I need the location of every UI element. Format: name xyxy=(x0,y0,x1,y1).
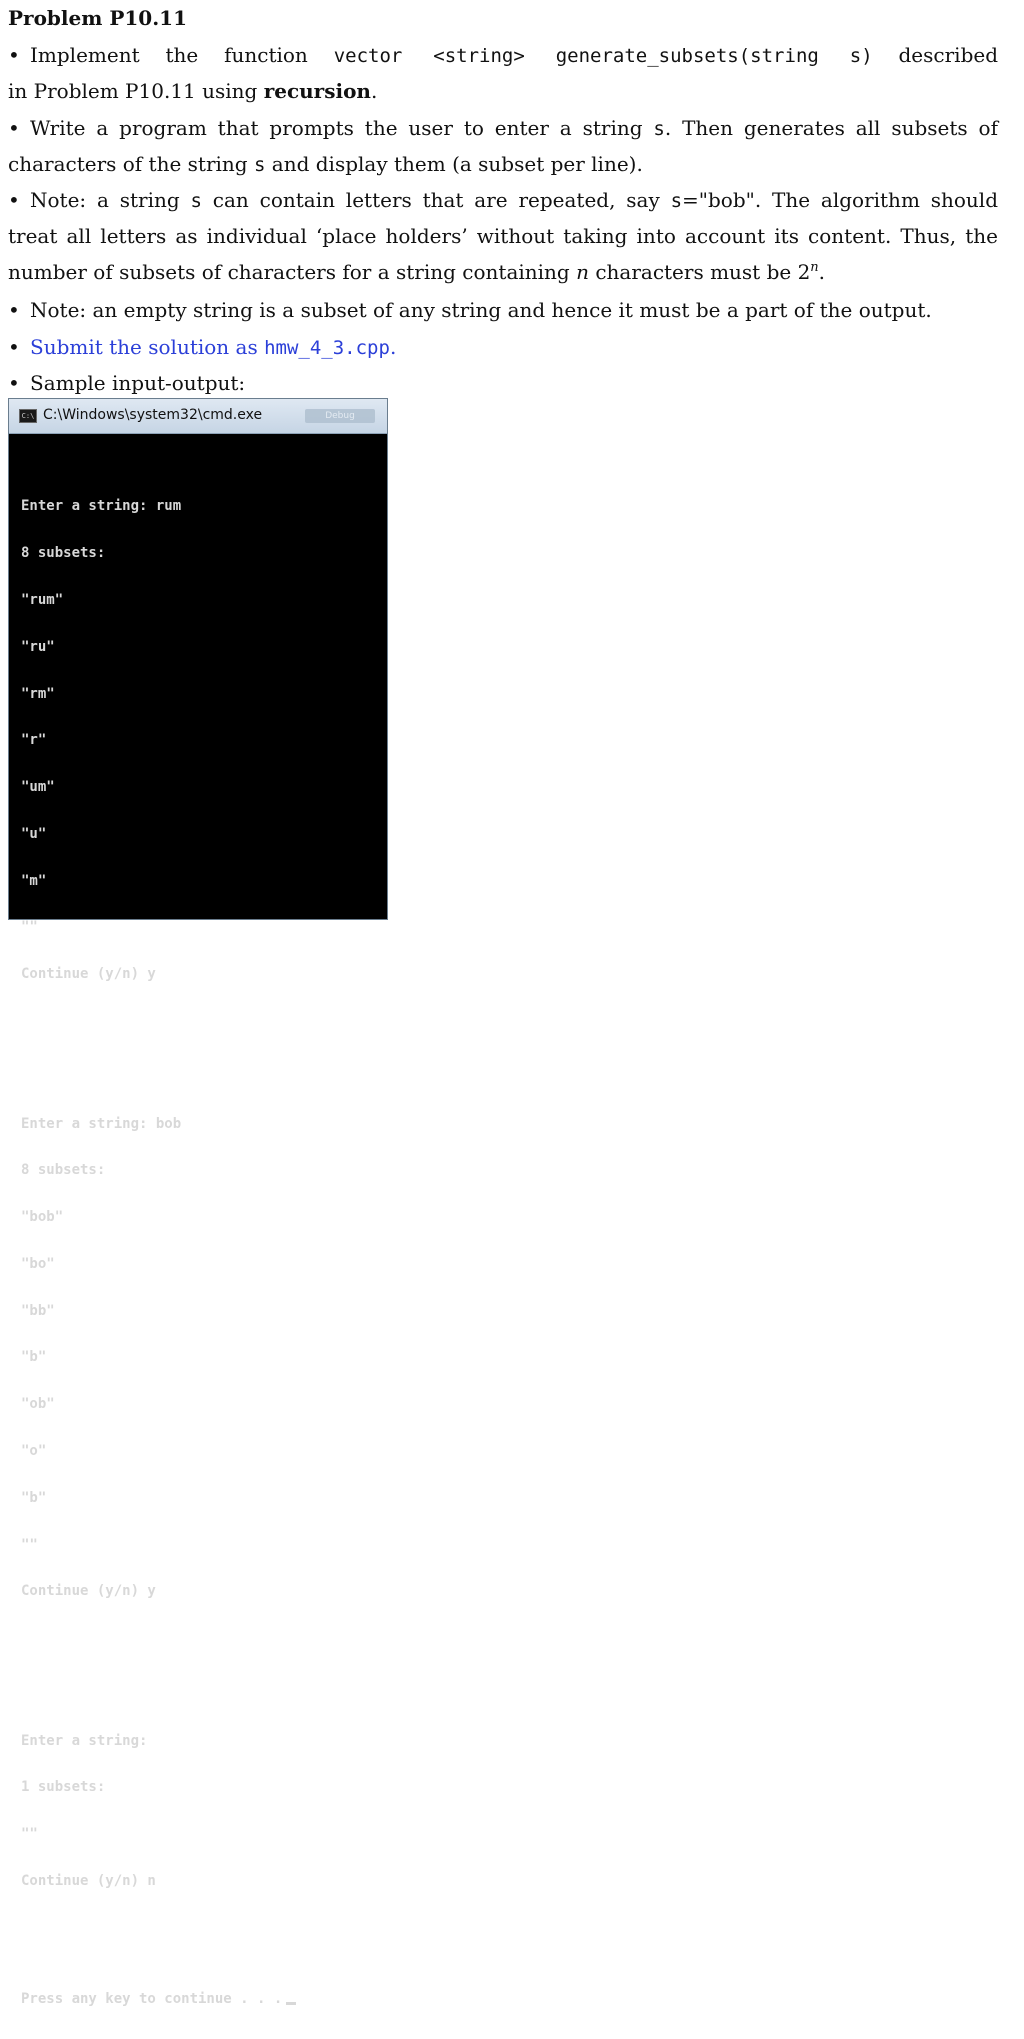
console-app-icon: C:\ xyxy=(19,409,37,423)
bullet-marker: • xyxy=(8,371,20,395)
submit-filename-code: hmw_4_3.cpp xyxy=(264,337,390,359)
bullet-note-repeated-line1: • Note: a string s can contain letters that are repeated, say s="bob". The algorithm should xyxy=(8,188,998,212)
bullet-sample: • Sample input-output: xyxy=(8,371,246,395)
bullet-submit xyxy=(8,334,396,361)
bullet-note-repeated-line3: number of subsets of characters for a string containing n characters must be 2$^n$. xyxy=(8,260,826,284)
bullet-note-empty-string: • Note: an empty string is a subset of any string and hence it must be a part of the output. xyxy=(8,298,932,322)
problem-title: Problem P10.11 xyxy=(8,6,188,30)
bullet-marker: • xyxy=(8,335,20,359)
console-block-bob: Enter a string: bob 8 subsets: "bob" "bo" "bb" "b" "ob" "o" "b" "" Continue (y/n) y xyxy=(21,1115,182,1600)
cursor-icon xyxy=(286,2002,296,2005)
console-window xyxy=(8,398,388,2008)
bullet-marker: • xyxy=(8,43,20,67)
console-output xyxy=(21,437,296,2039)
console-debug-tag: Debug xyxy=(305,409,375,423)
console-window-title: C:\Windows\system32\cmd.exe xyxy=(43,407,263,423)
bullet-marker: • xyxy=(8,116,20,140)
bullet-marker: • xyxy=(8,188,20,212)
console-block-empty: Enter a string: 1 subsets: "" Continue (y/n) n xyxy=(21,1732,156,1890)
bullet-program-line2: characters of the string s and display them (a subset per line). xyxy=(8,152,643,176)
console-final-prompt: Press any key to continue . . . xyxy=(21,1992,296,2008)
console-block-rum: Enter a string: rum 8 subsets: "rum" "ru" "rm" "r" "um" "u" "m" "" Continue (y/n) y xyxy=(21,498,182,983)
bullet-program-line1: • Write a program that prompts the user to enter a string s. Then generates all subsets of xyxy=(8,116,998,140)
console-titlebar[interactable] xyxy=(9,399,387,434)
bullet-note-repeated-line2: treat all letters as individual ‘place holders’ without taking into account its content. Thus, the xyxy=(8,224,998,248)
bullet-implement-line1: • Implement the function vector <string> generate_subsets(string s) described xyxy=(8,43,999,67)
submit-link[interactable]: Submit the solution as hmw_4_3.cpp. xyxy=(30,335,397,359)
recursion-keyword: recursion xyxy=(263,79,371,103)
bullet-marker: • xyxy=(8,298,20,322)
function-signature-code: vector <string> generate_subsets(string s) xyxy=(333,45,873,67)
bullet-implement-line2: in Problem P10.11 using recursion. xyxy=(8,79,378,103)
